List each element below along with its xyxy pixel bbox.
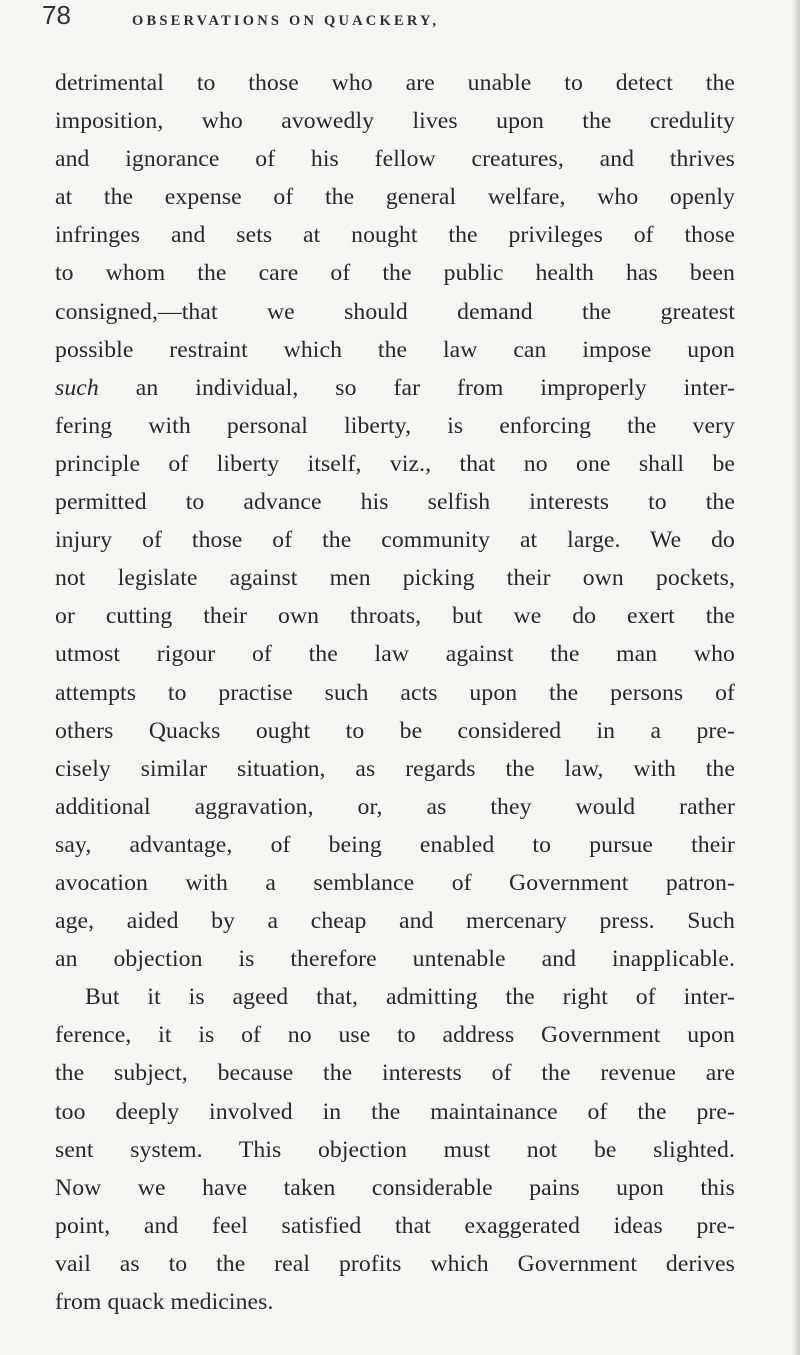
text-line: point, and feel satisfied that exaggerated ideas pre- — [55, 1212, 735, 1239]
text-line: age, aided by a cheap and mercenary press. Such — [55, 908, 735, 935]
text-line: vail as to the real profits which Government derives — [55, 1250, 735, 1277]
text-line: not legislate against men picking their own pockets, — [55, 565, 735, 592]
text-line: principle of liberty itself, viz., that no one shall be — [55, 450, 735, 477]
text-line: others Quacks ought to be considered in a pre- — [55, 717, 735, 744]
text-line: from quack medicines. — [55, 1289, 274, 1315]
text-line: at the expense of the general welfare, who openly — [55, 184, 735, 211]
text-line: say, advantage, of being enabled to pursue their — [55, 831, 735, 858]
text-line-with-emphasis — [55, 369, 735, 407]
text-line: cisely similar situation, as regards the law, with the — [55, 755, 735, 782]
text-line: permitted to advance his selfish interests to the — [55, 489, 735, 516]
running-head — [42, 0, 742, 40]
text-line-remainder: an individual, so far from improperly inter- — [98, 374, 735, 401]
text-line: additional aggravation, or, as they would rather — [55, 793, 735, 820]
text-line: the subject, because the interests of the revenue are — [55, 1060, 735, 1087]
text-line: an objection is therefore untenable and inapplicable. — [55, 946, 735, 973]
text-line: But it is ageed that, admitting the right of inter- — [85, 984, 735, 1011]
text-line: ference, it is of no use to address Government upon — [55, 1022, 735, 1049]
text-line: utmost rigour of the law against the man who — [55, 641, 735, 668]
text-line: sent system. This objection must not be slighted. — [55, 1136, 735, 1163]
text-line: avocation with a semblance of Government patron- — [55, 869, 735, 896]
text-line: fering with personal liberty, is enforcing the very — [55, 412, 735, 439]
text-line: possible restraint which the law can impose upon — [55, 336, 735, 363]
text-line: injury of those of the community at large. We do — [55, 527, 735, 554]
running-title: OBSERVATIONS ON QUACKERY, — [132, 13, 440, 29]
text-line: too deeply involved in the maintainance of the pre- — [55, 1098, 735, 1125]
body-text — [55, 64, 735, 1321]
emphasized-word: such — [55, 374, 99, 401]
text-line: infringes and sets at nought the privileges of those — [55, 222, 735, 249]
text-line: and ignorance of his fellow creatures, and thrives — [55, 146, 735, 173]
text-line: consigned,—that we should demand the greatest — [55, 298, 735, 325]
text-line: detrimental to those who are unable to detect the — [55, 70, 735, 96]
text-line: or cutting their own throats, but we do exert the — [55, 603, 735, 630]
page-number: 78 — [42, 0, 71, 30]
text-line: imposition, who avowedly lives upon the credulity — [55, 108, 735, 135]
text-line: attempts to practise such acts upon the persons of — [55, 679, 735, 706]
page-binding-shadow — [792, 0, 800, 1355]
text-line: to whom the care of the public health has been — [55, 260, 735, 287]
text-line: Now we have taken considerable pains upon this — [55, 1174, 735, 1201]
